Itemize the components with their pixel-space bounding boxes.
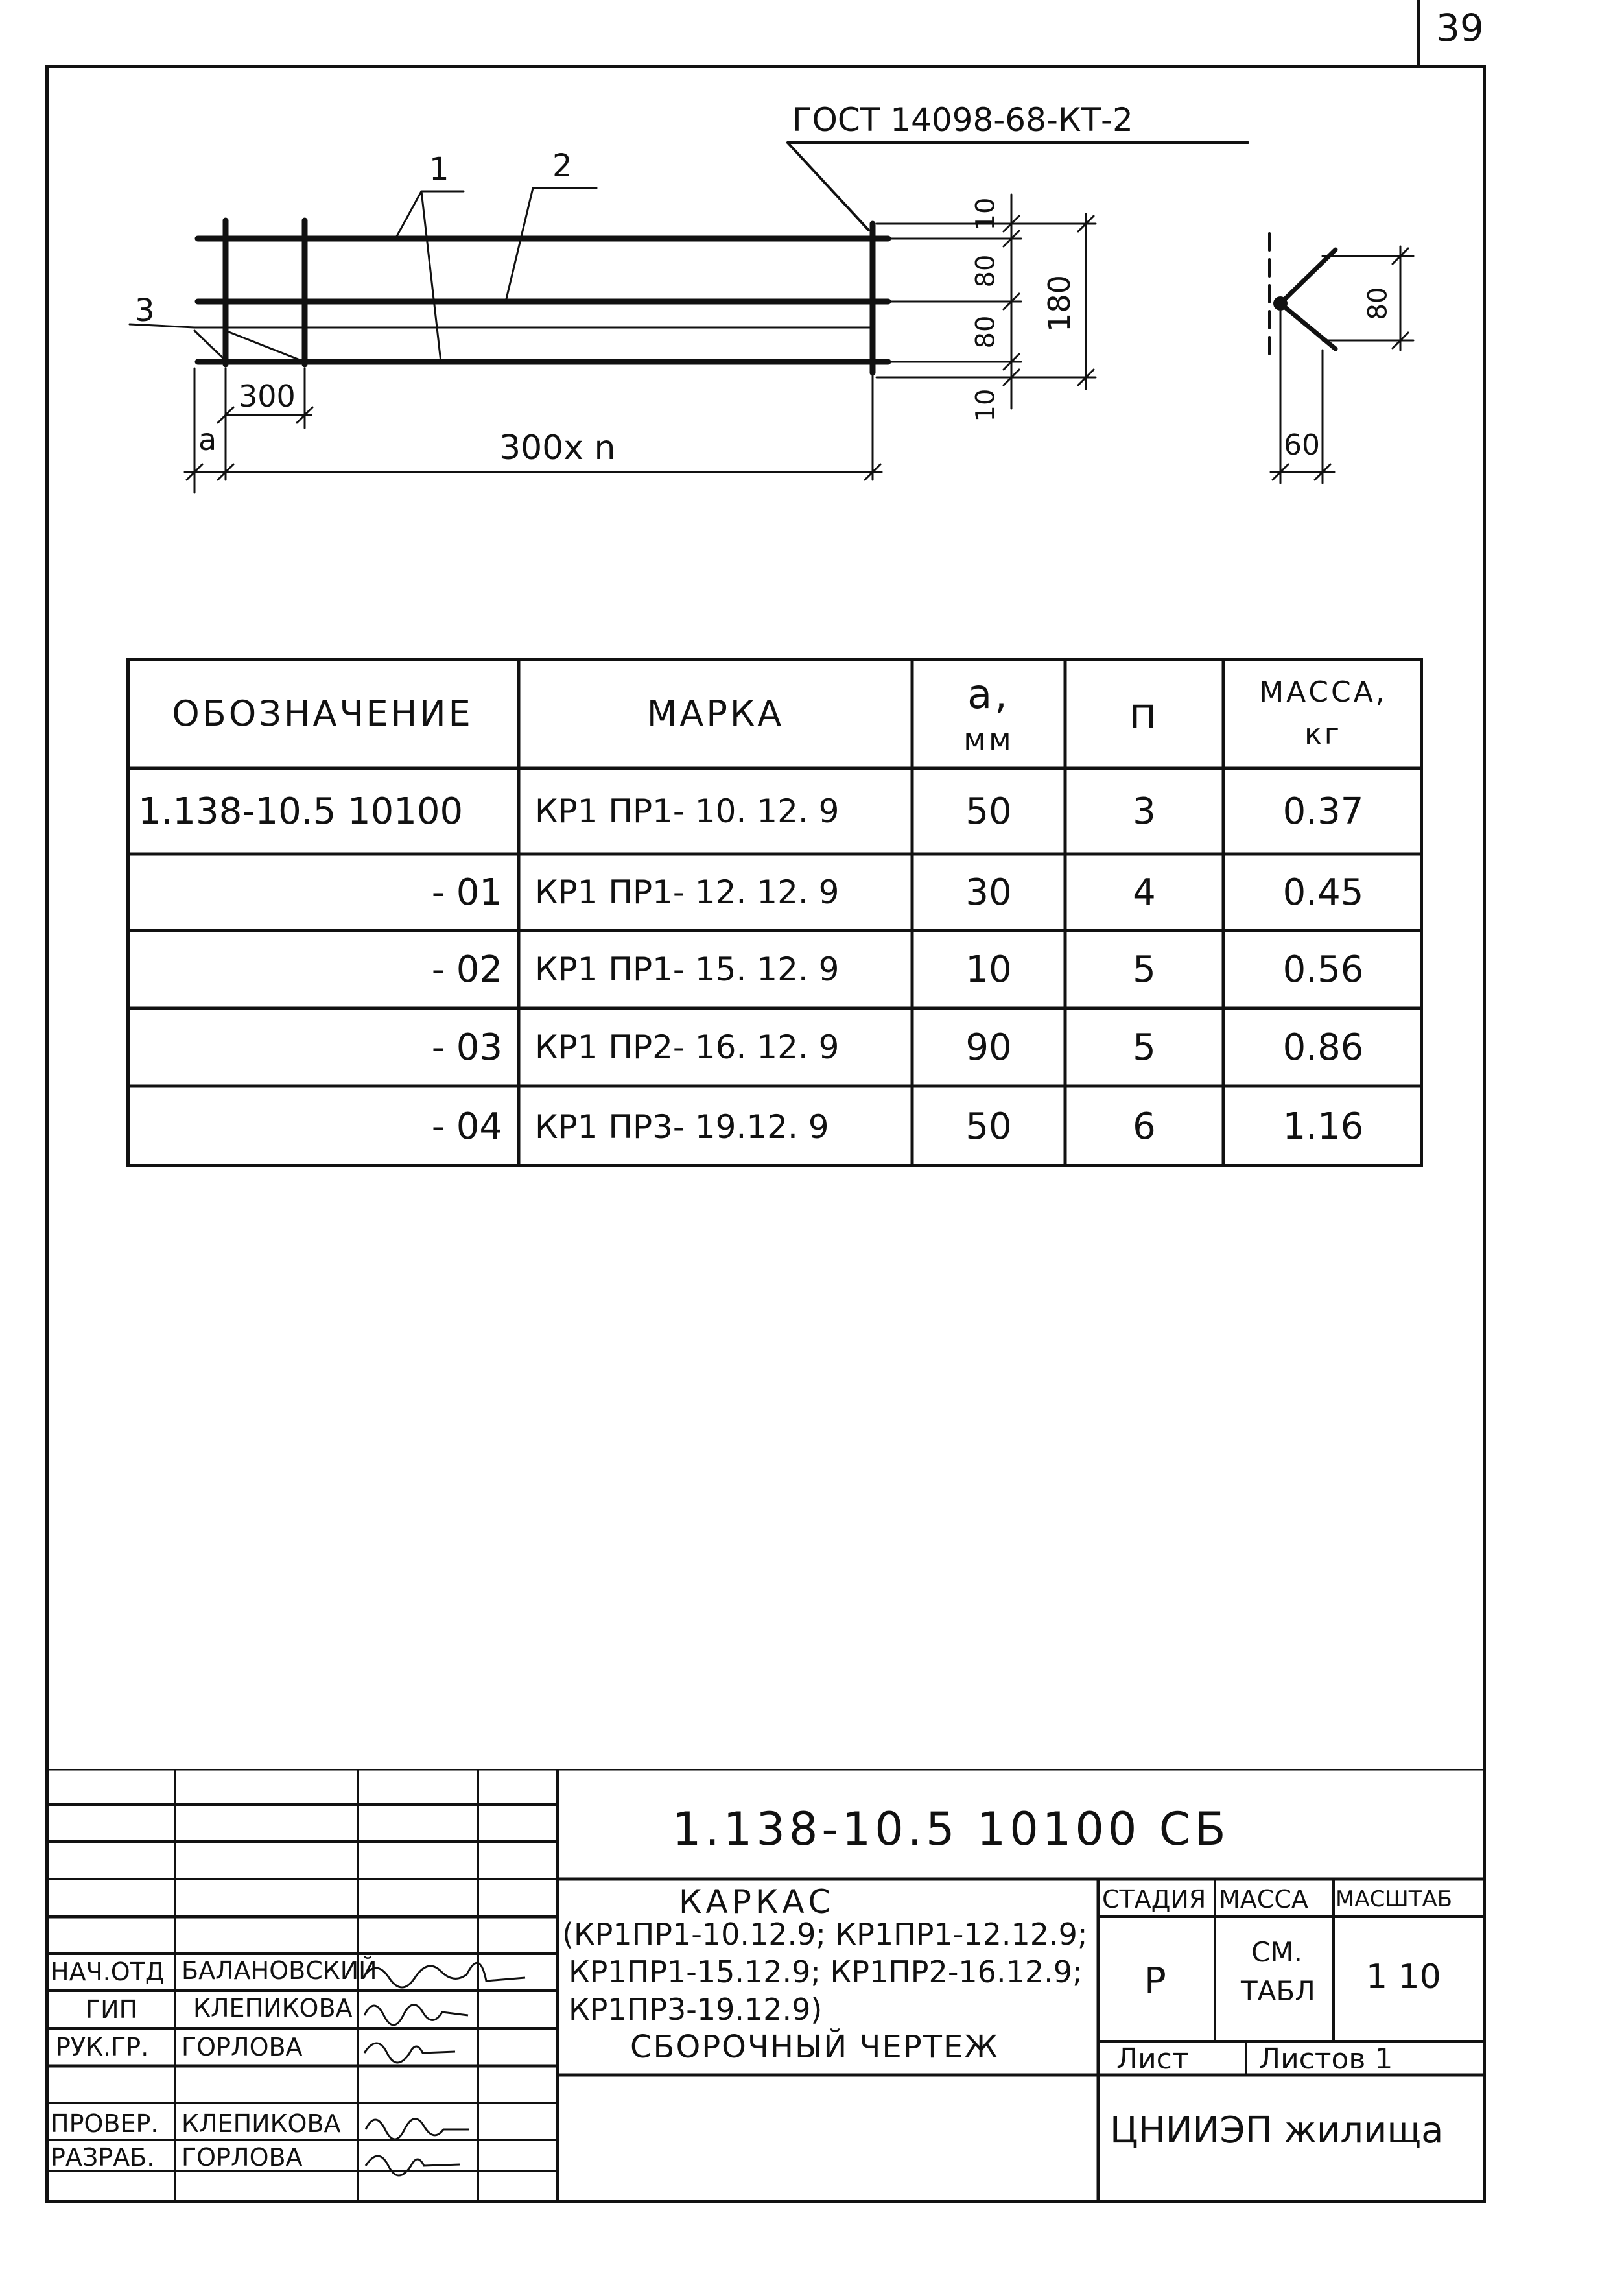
table-row-a: 50 (965, 790, 1012, 833)
scale-value: 1 10 (1366, 1958, 1441, 1997)
stage-value: Р (1144, 1960, 1166, 2002)
header-designation: ОБОЗНАЧЕНИЕ (172, 693, 473, 734)
table-row-mark: КР1 ПР1- 15. 12. 9 (535, 951, 840, 988)
table-row-mass: 0.86 (1282, 1026, 1364, 1069)
mass-value-line-1: СМ. (1251, 1936, 1302, 1968)
table-row-n: 3 (1133, 790, 1156, 833)
dim-length-label: 300x n (499, 429, 616, 468)
table-row-mass: 0.56 (1282, 948, 1364, 991)
title-line-5: СБОРОЧНЫЙ ЧЕРТЕЖ (630, 2029, 999, 2065)
table-row-n: 5 (1133, 1026, 1156, 1069)
signature-role: НАЧ.ОТД (51, 1958, 165, 1986)
signature-name: ГОРЛОВА (182, 2143, 303, 2172)
signature-name: КЛЕПИКОВА (193, 1994, 353, 2022)
header-a-line1: а, (967, 670, 1010, 718)
vert-dim-3: 80 (971, 315, 1001, 349)
table-row-mark: КР1 ПР1- 12. 12. 9 (535, 873, 840, 911)
signature-name: ГОРЛОВА (182, 2033, 303, 2061)
title-block (47, 1769, 1485, 2202)
page-number: 39 (1436, 6, 1484, 50)
title-line-4: КР1ПР3-19.12.9) (569, 1992, 823, 2027)
section-dim-60: 60 (1284, 429, 1320, 462)
sheets-label: Листов 1 (1259, 2043, 1393, 2076)
vert-dim-1: 10 (971, 197, 1001, 231)
mass-value-line-2: ТАБЛ (1241, 1975, 1315, 2007)
section-dim-80: 80 (1363, 287, 1393, 320)
callout-2: 2 (552, 148, 572, 184)
title-line-1: КАРКАС (679, 1883, 835, 1921)
dim-spacing-label: 300 (239, 379, 296, 414)
signature-role: РАЗРАБ. (51, 2143, 155, 2172)
header-n: п (1129, 688, 1160, 739)
vert-dim-2: 80 (971, 254, 1001, 288)
document-code: 1.138-10.5 10100 СБ (672, 1803, 1230, 1856)
table-row-designation: 1.138-10.5 10100 (138, 790, 464, 833)
title-line-3: КР1ПР1-15.12.9; КР1ПР2-16.12.9; (569, 1954, 1083, 1989)
table-row-mass: 0.45 (1282, 871, 1364, 914)
signature-name: БАЛАНОВСКИЙ (182, 1956, 377, 1985)
signature-marks (47, 1769, 558, 2202)
signature-role: РУК.ГР. (56, 2033, 149, 2061)
gost-note: ГОСТ 14098-68-КТ-2 (792, 101, 1133, 139)
stage-label: СТАДИЯ (1102, 1885, 1206, 1914)
callout-1: 1 (429, 151, 449, 187)
table-row-designation: - 02 (431, 948, 502, 991)
signature-role: ГИП (86, 1995, 138, 2024)
table-row-a: 30 (965, 871, 1012, 914)
header-mass-line1: МАССА, (1259, 676, 1387, 709)
header-a-line2: мм (963, 721, 1014, 757)
dim-a-label: a (198, 422, 217, 457)
frame-drawing (0, 0, 1624, 519)
table-row-designation: - 04 (431, 1106, 502, 1148)
table-row-mark: КР1 ПР1- 10. 12. 9 (535, 792, 840, 830)
organization: ЦНИИЭП жилища (1110, 2109, 1444, 2151)
table-row-n: 5 (1133, 948, 1156, 991)
mass-label: МАССА (1219, 1885, 1308, 1914)
table-row-a: 10 (965, 948, 1012, 991)
table-row-mass: 0.37 (1282, 790, 1364, 833)
title-line-2: (КР1ПР1-10.12.9; КР1ПР1-12.12.9; (562, 1917, 1088, 1952)
sheet-label: Лист (1116, 2043, 1189, 2076)
signature-name: КЛЕПИКОВА (182, 2109, 341, 2138)
scale-label: МАСШТАБ (1336, 1886, 1453, 1912)
table-row-mark: КР1 ПР3- 19.12. 9 (535, 1108, 829, 1146)
table-row-designation: - 03 (431, 1026, 502, 1069)
table-row-a: 90 (965, 1026, 1012, 1069)
header-mass-line2: кг (1304, 718, 1342, 751)
table-row-designation: - 01 (431, 871, 502, 914)
table-row-n: 6 (1133, 1106, 1156, 1148)
table-row-mass: 1.16 (1282, 1106, 1364, 1148)
header-a (912, 658, 1065, 768)
header-mark: МАРКА (646, 693, 784, 734)
vert-dim-4: 10 (971, 388, 1001, 422)
callout-3: 3 (135, 292, 155, 329)
header-mass (1223, 658, 1423, 768)
spec-table (126, 658, 1423, 1167)
table-row-mark: КР1 ПР2- 16. 12. 9 (535, 1028, 840, 1066)
table-row-n: 4 (1133, 871, 1156, 914)
vert-dim-total: 180 (1041, 275, 1077, 332)
table-row-a: 50 (965, 1106, 1012, 1148)
signature-role: ПРОВЕР. (51, 2109, 159, 2138)
